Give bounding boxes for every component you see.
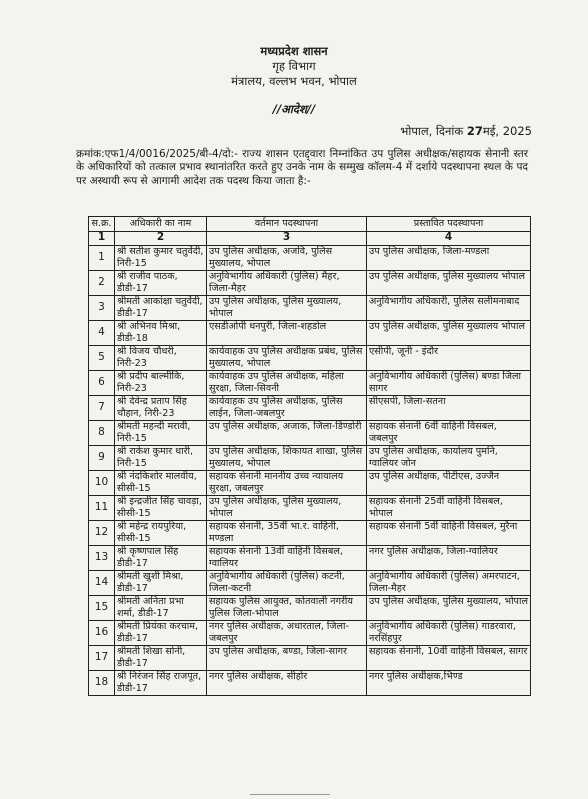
officer-name-cell: श्री महेन्द्र रायपुरिया, सीसी-15 [115,521,207,546]
current-posting-cell: सहायक पुलिस आयुक्त, कोतवाली नगरीय पुलिस जिला-भोपाल [207,596,367,621]
current-posting-cell: कार्यवाहक उप पुलिस अधीक्षक, महिला सुरक्षा, जिला-सिवनी [207,371,367,396]
proposed-posting-cell: उप पुलिस अधीक्षक, पुलिस मुख्यालय भोपाल [367,271,531,296]
current-posting-cell: उप पुलिस अधीक्षक, बण्डा, जिला-सागर [207,646,367,671]
current-posting-cell: उप पुलिस अधीक्षक, शिकायत शाखा, पुलिस मुख्यालय, भोपाल [207,446,367,471]
proposed-posting-cell: अनुविभागीय अधिकारी (पुलिस) बण्डा जिला सागर [367,371,531,396]
letterhead-address: मंत्रालय, वल्लभ भवन, भोपाल [231,74,357,88]
column-number: 3 [207,232,367,246]
table-row [89,496,531,521]
officer-name-cell: श्री सतीश कुमार चतुर्वेदी, निरी-15 [115,246,207,271]
table-row [89,646,531,671]
officer-name-cell: श्री राजीव पाठक, डीडी-17 [115,271,207,296]
current-posting-cell: उप पुलिस अधीक्षक, पुलिस मुख्यालय, भोपाल [207,296,367,321]
officer-name-cell: श्री राकेश कुमार धारी, निरी-15 [115,446,207,471]
header-proposed-posting: प्रस्तावित पदस्थापना [367,217,531,232]
table-row [89,346,531,371]
column-number: 2 [115,232,207,246]
serial-number-cell: 15 [89,596,115,621]
serial-number-cell: 11 [89,496,115,521]
proposed-posting-cell: अनुविभागीय अधिकारी, पुलिस सलीमनाबाद [367,296,531,321]
dateline-suffix: मई, 2025 [482,124,532,138]
dateline-prefix: भोपाल, दिनांक [400,124,464,138]
officer-name-cell: श्री अभिनव मिश्रा, डीडी-18 [115,321,207,346]
column-number: 1 [89,232,115,246]
serial-number-cell: 2 [89,271,115,296]
current-posting-cell: सहायक सेनानी 13वीं वाहिनी विसबल, ग्वालियर [207,546,367,571]
serial-number-cell: 3 [89,296,115,321]
column-number-row [89,232,531,246]
current-posting-cell: कार्यवाहक उप पुलिस अधीक्षक, पुलिस लाईन, जिला-जबलपुर [207,396,367,421]
proposed-posting-cell: सीएसपी, जिला-सतना [367,396,531,421]
current-posting-cell: उप पुलिस अधीक्षक, पुलिस मुख्यालय, भोपाल [207,496,367,521]
table-row [89,471,531,496]
header-current-posting: वर्तमान पदस्थापना [207,217,367,232]
officer-name-cell: श्रीमती अनिता प्रभा शर्मा, डीडी-17 [115,596,207,621]
table-row [89,371,531,396]
serial-number-cell: 1 [89,246,115,271]
letterhead-department: गृह विभाग [272,59,316,73]
officer-name-cell: श्रीमती महन्दी मरावी, निरी-15 [115,421,207,446]
serial-number-cell: 14 [89,571,115,596]
table-row [89,446,531,471]
officer-name-cell: श्री विजय चौधरी, निरी-23 [115,346,207,371]
serial-number-cell: 6 [89,371,115,396]
table-row [89,571,531,596]
table-row [89,621,531,646]
officer-name-cell: श्रीमती प्रियंका करचाम, डीडी-17 [115,621,207,646]
current-posting-cell: अनुविभागीय अधिकारी (पुलिस) कटनी, जिला-कटनी [207,571,367,596]
table-row [89,396,531,421]
serial-number-cell: 13 [89,546,115,571]
order-title: //आदेश// [272,102,316,116]
table-row [89,671,531,696]
officer-name-cell: श्रीमती खुशी मिश्रा, डीडी-17 [115,571,207,596]
table-row [89,521,531,546]
officer-name-cell: श्री नंदकिशोर मालवीय, सीसी-15 [115,471,207,496]
transfer-table [88,216,531,696]
letterhead-government: मध्यप्रदेश शासन [260,44,328,58]
proposed-posting-cell: उप पुलिस अधीक्षक, पुलिस मुख्यालय, भोपाल [367,596,531,621]
proposed-posting-cell: नगर पुलिस अधीक्षक,भिण्ड [367,671,531,696]
current-posting-cell: कार्यवाहक उप पुलिस अधीक्षक प्रबंध, पुलिस मुख्यालय, भोपाल [207,346,367,371]
proposed-posting-cell: उप पुलिस अधीक्षक, पीटीएस, उज्जैन [367,471,531,496]
current-posting-cell: उप पुलिस अधीक्षक, अजवि, पुलिस मुख्यालय, भोपाल [207,246,367,271]
table-row [89,546,531,571]
serial-number-cell: 17 [89,646,115,671]
officer-name-cell: श्री देवेन्द्र प्रताप सिंह चौहान, निरी-23 [115,396,207,421]
table-row [89,271,531,296]
column-number: 4 [367,232,531,246]
header-officer-name: अधिकारी का नाम [115,217,207,232]
letterhead [0,44,588,89]
serial-number-cell: 9 [89,446,115,471]
serial-number-cell: 4 [89,321,115,346]
officer-name-cell: श्रीमती आकांक्षा चतुर्वेदी, डीडी-17 [115,296,207,321]
table-row [89,596,531,621]
serial-number-cell: 7 [89,396,115,421]
current-posting-cell: अनुविभागीय अधिकारी (पुलिस) मैहर, जिला-मैहर [207,271,367,296]
table-row [89,296,531,321]
dateline-date: 27 [466,124,483,138]
serial-number-cell: 16 [89,621,115,646]
current-posting-cell: सहायक सेनानी, 35वीं भा.र. वाहिनी, मण्डला [207,521,367,546]
page-bottom-edge [250,794,330,799]
proposed-posting-cell: सहायक सेनानी 6वीं वाहिनी विसबल, जबलपुर [367,421,531,446]
table-row [89,246,531,271]
serial-number-cell: 8 [89,421,115,446]
officer-name-cell: श्री कृष्णपाल सिंह डीडी-17 [115,546,207,571]
officer-name-cell: श्री प्रदीप बाल्मीकि, निरी-23 [115,371,207,396]
officer-name-cell: श्री इन्द्रजीत सिंह चावड़ा, सीसी-15 [115,496,207,521]
order-intro-paragraph: क्रमांक:एफ1/4/0016/2025/बी-4/दो:- राज्य शासन एतद्द्वारा निम्नांकित उप पुलिस अधीक्षक/सहायक सेनानी स्तर के अधिकारियों को तत्काल प्रभाव स्थानांतरित करते हुए उनके नाम के सम्मुख कॉलम-4 में दर्शाये पदस्थापना स्थल के पद पर अस्थायी रूप से आगामी आदेश तक पदस्थ किया जाता है:- [76,148,528,187]
current-posting-cell: नगर पुलिस अधीक्षक, अधारताल, जिला-जबलपुर [207,621,367,646]
proposed-posting-cell: उप पुलिस अधीक्षक, कार्यालय पुमनि, ग्वालियर जोन [367,446,531,471]
proposed-posting-cell: अनुविभागीय अधिकारी (पुलिस) गाडरवारा, नरसिंहपुर [367,621,531,646]
dateline [400,124,532,139]
table-row [89,421,531,446]
proposed-posting-cell: सहायक सेनानी 5वीं वाहिनी विसबल, मुरैना [367,521,531,546]
serial-number-cell: 12 [89,521,115,546]
proposed-posting-cell: सहायक सेनानी, 10वीं वाहिनी विसबल, सागर [367,646,531,671]
current-posting-cell: उप पुलिस अधीक्षक, अजाक, जिला-डिण्डोरी [207,421,367,446]
proposed-posting-cell: सहायक सेनानी 25वीं वाहिनी विसबल, भोपाल [367,496,531,521]
proposed-posting-cell: नगर पुलिस अधीक्षक, जिला-ग्वालियर [367,546,531,571]
officer-name-cell: श्रीमती शिखा सोनी, डीडी-17 [115,646,207,671]
header-serial: स.क्र. [89,217,115,232]
officer-name-cell: श्री निरंजन सिंह राजपूत, डीडी-17 [115,671,207,696]
current-posting-cell: सहायक सेनानी माननीय उच्च न्यायालय सुरक्षा, जबलपुर [207,471,367,496]
table-row [89,321,531,346]
serial-number-cell: 10 [89,471,115,496]
current-posting-cell: नगर पुलिस अधीक्षक, सीहोर [207,671,367,696]
table-header-row [89,217,531,232]
serial-number-cell: 18 [89,671,115,696]
proposed-posting-cell: उप पुलिस अधीक्षक, जिला-मण्डला [367,246,531,271]
serial-number-cell: 5 [89,346,115,371]
proposed-posting-cell: उप पुलिस अधीक्षक, पुलिस मुख्यालय भोपाल [367,321,531,346]
proposed-posting-cell: एसीपी, जूनी - इंदौर [367,346,531,371]
current-posting-cell: एसडीओपी धनपुरी, जिला-शहडोल [207,321,367,346]
proposed-posting-cell: अनुविभागीय अधिकारी (पुलिस) अमरपाटन, जिला-मैहर [367,571,531,596]
